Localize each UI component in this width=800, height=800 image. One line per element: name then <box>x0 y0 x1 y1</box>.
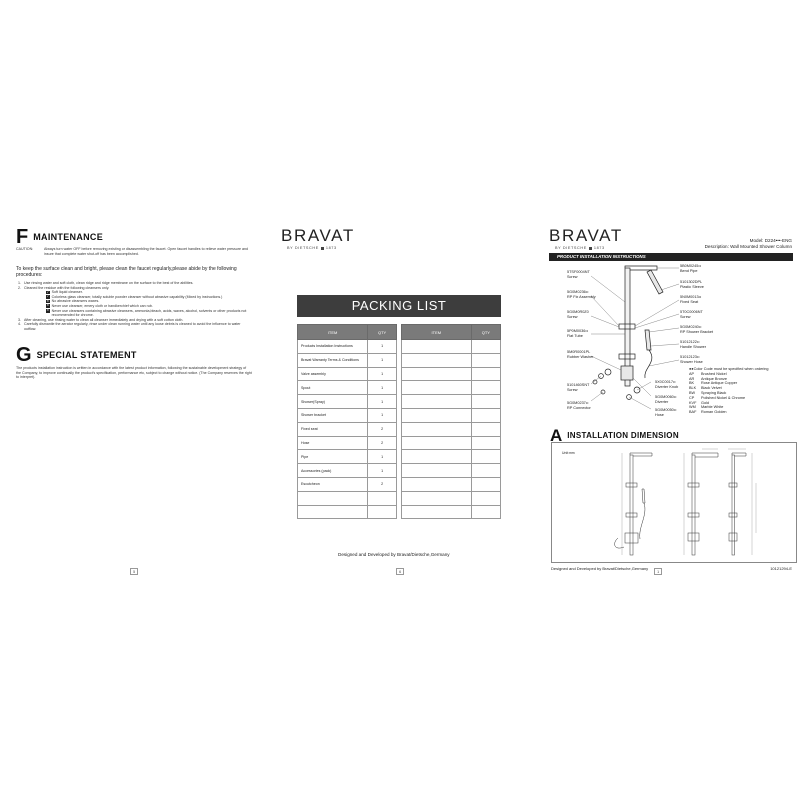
item-cell: Shower(Spray) <box>298 395 368 409</box>
table-row <box>298 450 397 464</box>
section-letter: A <box>550 426 563 445</box>
column-header: ITEM <box>402 325 472 340</box>
section-letter: F <box>16 226 29 248</box>
qty-cell <box>471 505 500 519</box>
qty-cell: 2 <box>368 477 397 491</box>
brand-tagline: BY DIETSCHE 1873 <box>555 246 605 250</box>
color-code-row: WM Marble White <box>689 405 724 410</box>
part-label: 5N0M0013•• Fixed Seat <box>680 295 702 304</box>
item-cell <box>402 505 472 519</box>
item-cell: Valve assembly <box>298 367 368 381</box>
table-row <box>402 408 501 422</box>
step: 4. Carefully dismantle the aerator regularly, rinse under clean running water until any loose debris is cleaned to avoid the influence to water outflow. <box>18 322 241 331</box>
qty-cell: 2 <box>368 436 397 450</box>
step: 2. Cleaned the residue with the following cleansers only. <box>18 285 110 290</box>
part-label: 5TSF0004NT Screw <box>567 270 590 279</box>
qty-cell <box>471 464 500 478</box>
model-info <box>705 238 792 250</box>
table-row <box>402 464 501 478</box>
separator-icon <box>589 247 592 250</box>
item-cell <box>402 464 472 478</box>
part-label: 5G0M0237•• RP Connector <box>567 401 591 410</box>
check-item: ✕ No abrasive cleansers waxes. <box>46 298 100 304</box>
page-number: 5 <box>130 568 138 575</box>
qty-cell <box>471 367 500 381</box>
table-row <box>298 464 397 478</box>
table-row <box>402 395 501 409</box>
qty-cell <box>471 422 500 436</box>
qty-cell: 1 <box>368 408 397 422</box>
color-code-row: BLK Black Velvet <box>689 386 722 391</box>
item-cell <box>402 450 472 464</box>
color-code-legend <box>689 367 769 415</box>
table-row <box>298 340 397 354</box>
designed-by: Designed and Developed by Bravat/Dietsche,Germany <box>551 566 649 571</box>
document-code: 10121294-E <box>770 566 792 571</box>
table-row <box>298 381 397 395</box>
item-cell <box>402 381 472 395</box>
packing-table-right <box>401 324 501 519</box>
unit-label: Unit:mm <box>562 451 575 455</box>
table-row <box>298 477 397 491</box>
section-title: INSTALLATION DIMENSION <box>567 431 679 440</box>
packing-list-title: PACKING LIST <box>297 295 501 317</box>
qty-cell: 1 <box>368 381 397 395</box>
part-label: 5G0M0236•• RP Fix Assembly <box>567 290 596 299</box>
table-row <box>298 505 397 519</box>
cross-icon: ✕ <box>46 308 50 313</box>
packing-table-left <box>297 324 397 519</box>
item-cell: Spout <box>298 381 368 395</box>
color-code-row: CP Polished Nickel & Chrome <box>689 395 746 400</box>
check-item: ✓ Soft liquid cleanser. <box>46 289 83 295</box>
table-row <box>298 436 397 450</box>
qty-cell <box>471 340 500 354</box>
cross-icon: ✕ <box>46 303 50 308</box>
step: 3. After cleaning, use rinsing water to clean all cleanser immediately and drying with a soft cotton cloth. <box>18 317 184 322</box>
caution-text: Always turn water OFF before removing existing or disassembling the faucet. Open faucet handles to relieve water pressure and insure that complete water shut-off has been accomplished. <box>44 247 248 256</box>
part-label: 5101460SNT Screw <box>567 383 590 392</box>
maintenance-page <box>0 0 266 800</box>
qty-cell <box>471 491 500 505</box>
part-label: 5101302DPL Plastic Sleeve <box>680 280 704 289</box>
item-cell: Hose <box>298 436 368 450</box>
qty-cell: 1 <box>368 367 397 381</box>
qty-cell <box>368 505 397 519</box>
qty-cell: 1 <box>368 340 397 354</box>
page-number: 1 <box>654 568 662 575</box>
table-row <box>402 381 501 395</box>
part-label: 5G0M0050•• Hose <box>655 408 677 417</box>
item-cell <box>402 367 472 381</box>
item-cell <box>402 436 472 450</box>
item-cell: Escutcheon <box>298 477 368 491</box>
part-label: 5T0C0006NT Screw <box>680 310 703 319</box>
description-line: Description: Wall Mounted Shower Column <box>704 244 792 249</box>
item-cell <box>402 491 472 505</box>
column-header: QTY <box>471 325 500 340</box>
qty-cell: 1 <box>368 464 397 478</box>
packing-list-page <box>266 0 533 800</box>
instructions-banner: PRODUCT INSTALLATION INSTRUCTIONS <box>549 253 793 261</box>
section-title: MAINTENANCE <box>33 232 104 242</box>
item-cell <box>402 477 472 491</box>
item-cell: Fixed seat <box>298 422 368 436</box>
item-cell: Products Installation Instructions <box>298 340 368 354</box>
qty-cell <box>471 395 500 409</box>
intro-text: To keep the surface clean and bright, please clean the faucet regularly,please abide by the following procedures: <box>16 266 237 278</box>
caution-label: CAUTION: <box>16 247 34 251</box>
statement-text: The products installation instruction is written in accordance with the latest product information, following the sustainable development strategy of the Company, to improve continually the product's specification, performance etc, subject to change without notice. (The Company reserves the right to interpret). <box>16 366 252 380</box>
table-row <box>298 422 397 436</box>
check-icon: ✓ <box>46 289 50 294</box>
installation-page <box>533 0 800 800</box>
qty-cell <box>368 491 397 505</box>
qty-cell: 2 <box>368 422 397 436</box>
color-code-row: BAF Roman Golden <box>689 410 727 415</box>
part-label: 5M0R0001PL Rubber Washer <box>567 350 594 359</box>
designed-by: Designed and Developed by Bravat/Dietsche,Germany <box>338 552 450 557</box>
qty-cell: 1 <box>368 450 397 464</box>
table-row <box>402 450 501 464</box>
item-cell <box>402 353 472 367</box>
step: 1. Use rinsing water and soft cloth, clean ridge and ridge membrane on the surface to the best of the abilities. <box>18 281 194 285</box>
brand-logo: BRAVAT <box>549 226 623 245</box>
table-row <box>402 367 501 381</box>
check-item: ✕ Never use cleansers containing abrasive cleansers, ammonia,bleach, acids, waxes, alcohol, solvents or other products not recommended for chrome. <box>46 308 247 318</box>
part-label: 5G0M0R0Z0 Screw <box>567 310 589 319</box>
item-cell <box>402 340 472 354</box>
table-row <box>402 436 501 450</box>
qty-cell <box>471 353 500 367</box>
cross-icon: ✕ <box>46 298 50 303</box>
table-row <box>402 353 501 367</box>
special-statement-heading <box>16 345 137 365</box>
part-label: 5G0M0240•• RP Shower Bracket <box>680 325 714 334</box>
column-header: ITEM <box>298 325 368 340</box>
cleaning-steps <box>16 281 250 332</box>
table-row <box>298 395 397 409</box>
color-code-row: AR Antique Bronze <box>689 376 727 381</box>
part-label: 5G0M0060•• Diverter <box>655 395 677 404</box>
part-label: 5X0C0017•• Diverter Knob <box>655 380 679 389</box>
model-line: Model: D224•••-ENG <box>749 238 792 243</box>
item-cell <box>298 505 368 519</box>
part-label: 51012123•• Shower Hose <box>680 355 703 364</box>
color-code-row: BK Rose Antique Copper <box>689 381 738 386</box>
check-item: ✓ Colorless glass cleanser, totally soluble powder cleanser without abrasive capability (Mixed by instructions.) <box>46 294 223 299</box>
brand-logo: BRAVAT <box>281 226 355 245</box>
item-cell <box>402 422 472 436</box>
qty-cell <box>471 408 500 422</box>
page-number: 6 <box>396 568 404 575</box>
section-title: SPECIAL STATEMENT <box>36 350 137 360</box>
separator-icon <box>321 247 324 250</box>
brand-tagline: BY DIETSCHE 1873 <box>287 246 337 250</box>
part-label: 51012122•• Handle Shower <box>680 340 706 349</box>
qty-cell <box>471 477 500 491</box>
table-row <box>402 491 501 505</box>
table-row <box>298 491 397 505</box>
qty-cell <box>471 450 500 464</box>
table-row <box>402 340 501 354</box>
qty-cell <box>471 436 500 450</box>
item-cell <box>402 408 472 422</box>
caution-block <box>16 247 250 256</box>
item-cell <box>402 395 472 409</box>
item-cell: Accessories (pack) <box>298 464 368 478</box>
section-letter: G <box>16 344 32 366</box>
table-row <box>298 353 397 367</box>
part-label: 5B0M0245•• Bend Pipe <box>680 264 702 273</box>
table-row <box>402 422 501 436</box>
table-row <box>298 408 397 422</box>
color-code-row: BW Spraying Black <box>689 390 727 395</box>
table-row <box>402 477 501 491</box>
dimension-diagram <box>552 443 798 564</box>
column-header: QTY <box>368 325 397 340</box>
item-cell <box>298 491 368 505</box>
qty-cell: 1 <box>368 353 397 367</box>
maintenance-heading <box>16 227 103 247</box>
table-row <box>402 505 501 519</box>
color-code-header: ●●Color Code must be specified when ordering <box>689 367 769 371</box>
check-item: ✕ Never use cleanser, emery cloth or handkerchief which can rub. <box>46 303 153 308</box>
item-cell: Shower bracket <box>298 408 368 422</box>
dimension-drawing <box>551 442 797 563</box>
table-row <box>298 367 397 381</box>
item-cell: Bravat Warranty Terms & Conditions <box>298 353 368 367</box>
color-code-row: KVF Gold <box>689 400 710 405</box>
color-code-row: AP Brushed Nickel <box>689 371 727 376</box>
qty-cell <box>471 381 500 395</box>
item-cell: Pipe <box>298 450 368 464</box>
qty-cell: 1 <box>368 395 397 409</box>
check-icon: ✓ <box>46 294 50 299</box>
part-label: 5P0M0036•• Flat Tube <box>567 329 589 338</box>
